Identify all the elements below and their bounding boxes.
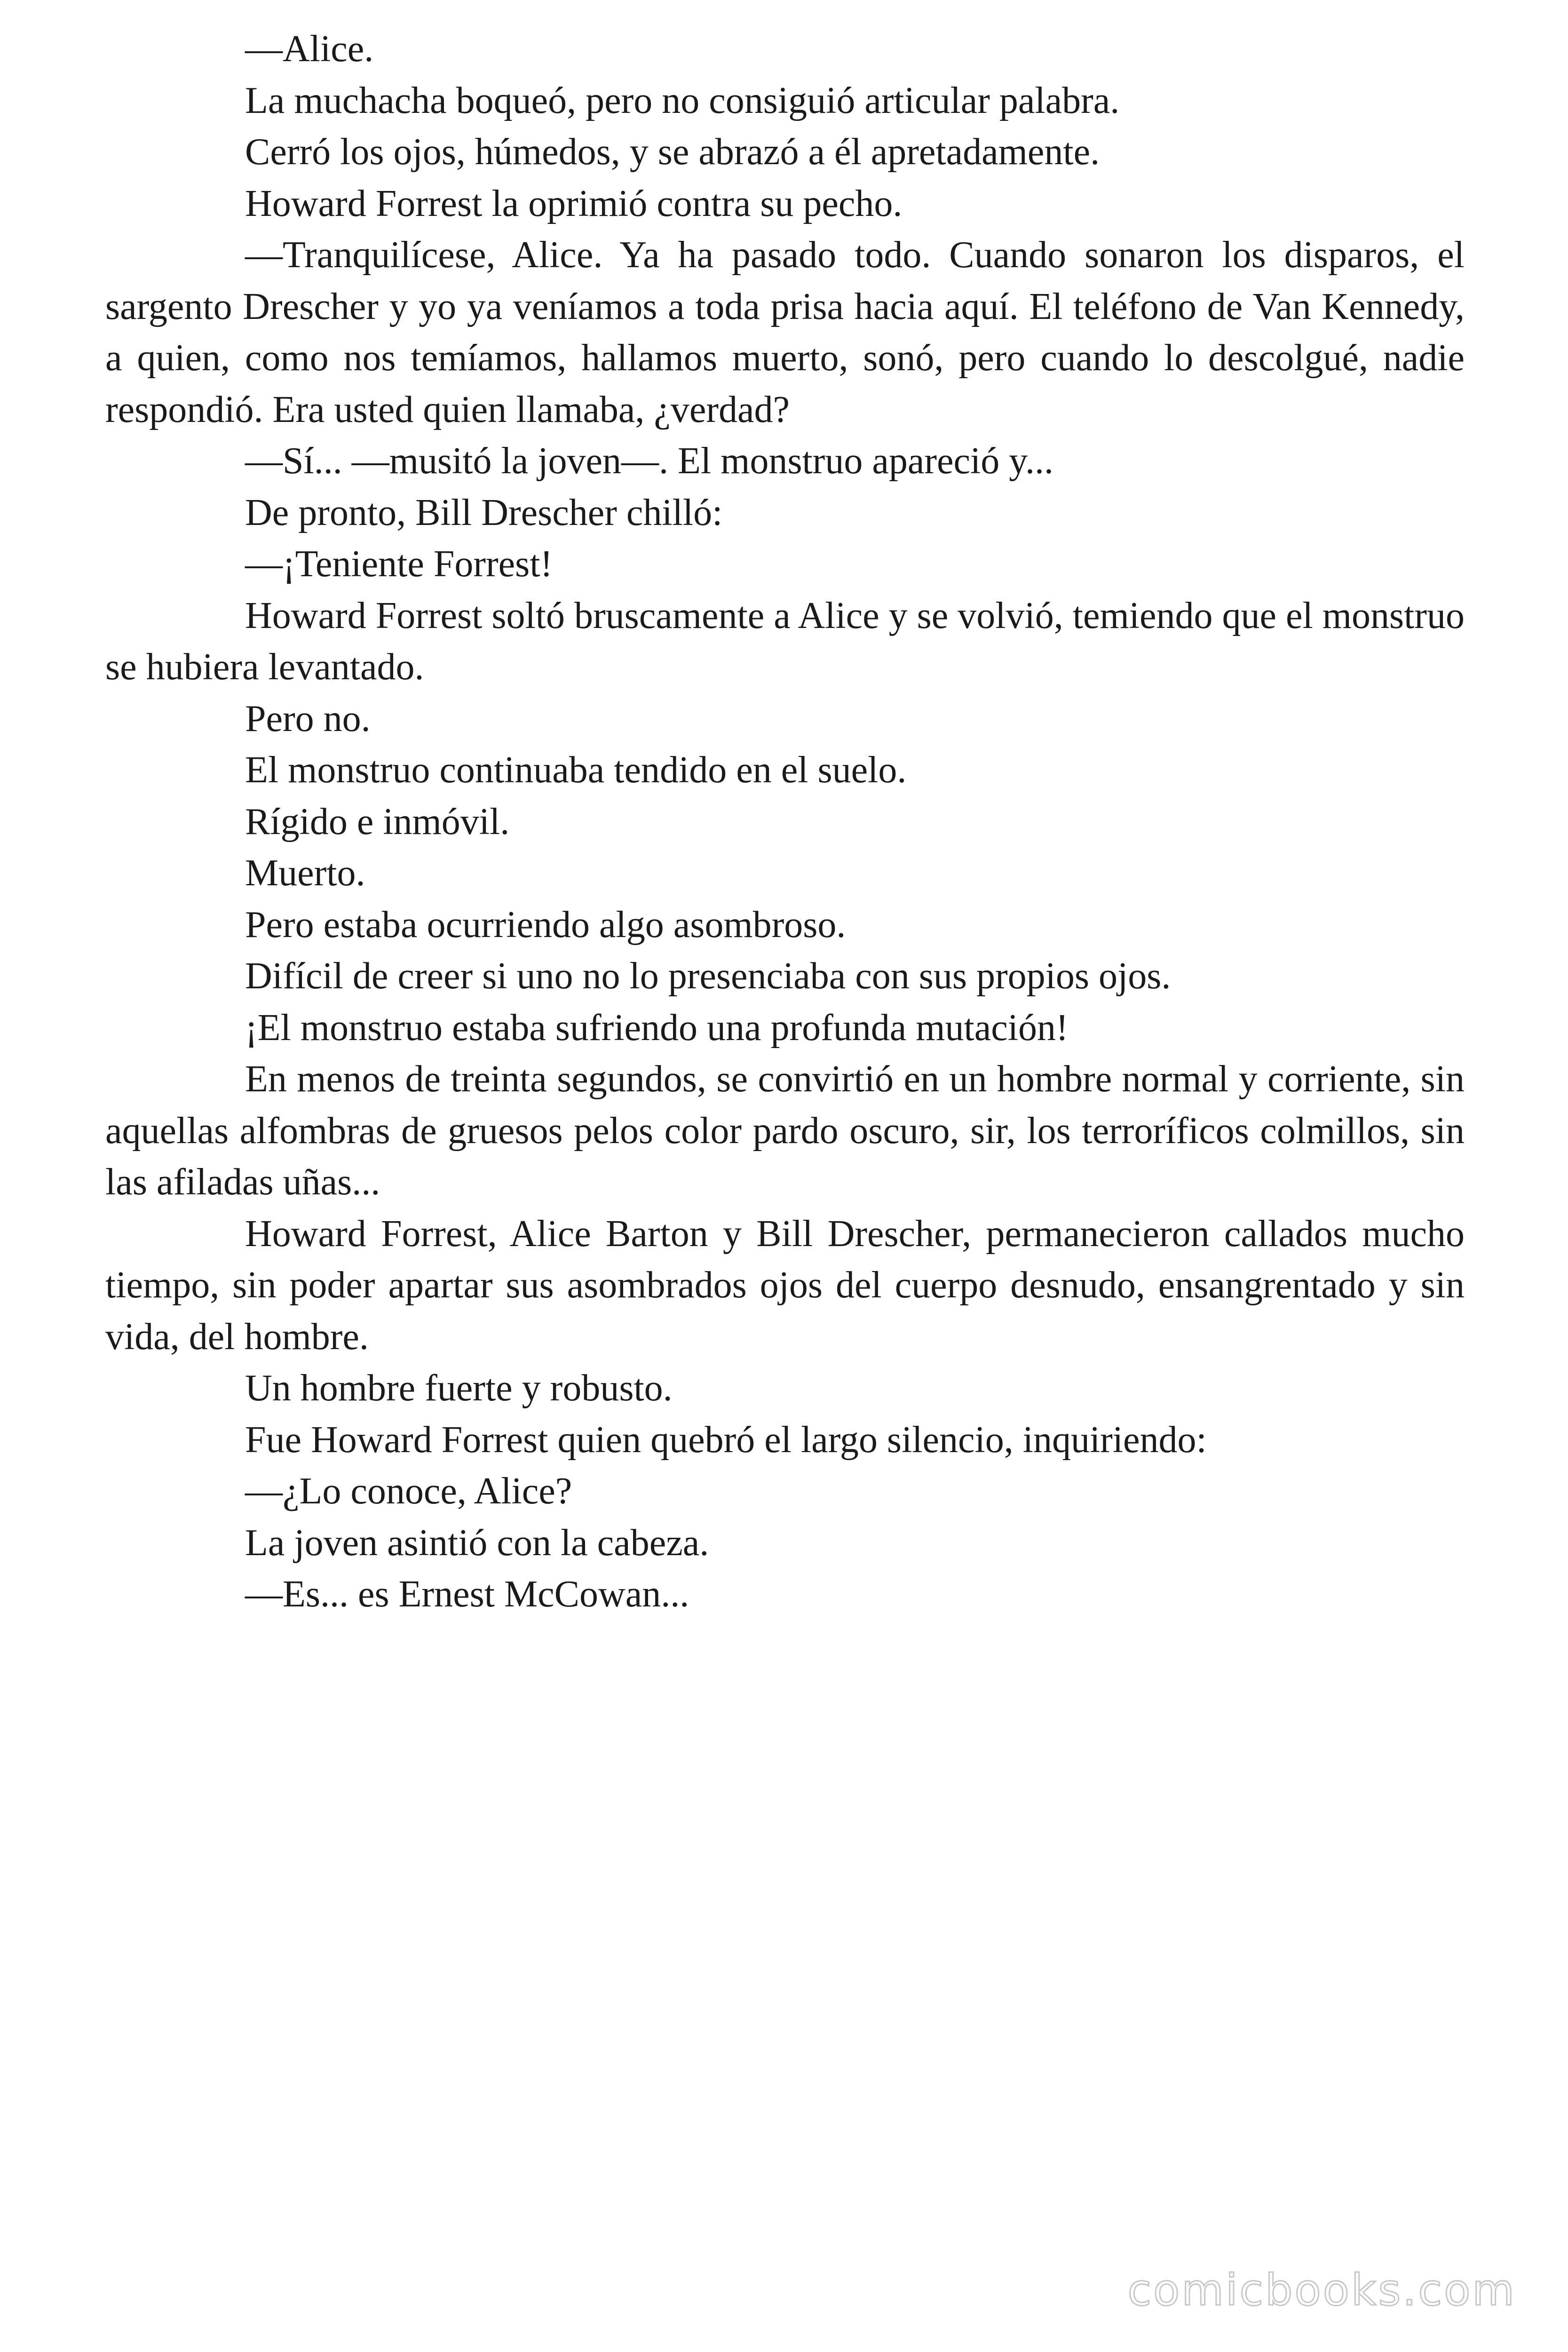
body-text xyxy=(105,24,1465,1621)
watermark: comicbooks.com xyxy=(1127,2265,1516,2315)
paragraph: Muerto. xyxy=(245,852,365,894)
paragraph: —Alice. xyxy=(245,28,374,70)
paragraph: Howard Forrest soltó bruscamente a Alice y se volvió, temiendo que el monstruo se hubiera levantado. xyxy=(105,595,1465,688)
paragraph: Howard Forrest, Alice Barton y Bill Drescher, permanecieron callados mucho tiempo, sin poder apartar sus asombrados ojos del cuerpo desnudo, ensangrentado y sin vida, del hombre. xyxy=(105,1213,1465,1358)
paragraph: Un hombre fuerte y robusto. xyxy=(245,1367,673,1409)
paragraph: —Tranquilícese, Alice. Ya ha pasado todo. Cuando sonaron los disparos, el sargento Drescher y yo ya veníamos a toda prisa hacia aquí. El teléfono de Van Kennedy, a quien, como nos temíamos, hallamos muerto, sonó, pero cuando lo descolgué, nadie respondió. Era usted quien llamaba, ¿verdad? xyxy=(105,234,1465,430)
paragraph: La joven asintió con la cabeza. xyxy=(245,1522,709,1564)
paragraph: La muchacha boqueó, pero no consiguió articular palabra. xyxy=(245,79,1120,121)
paragraph: —¿Lo conoce, Alice? xyxy=(245,1470,572,1512)
paragraph: Difícil de creer si uno no lo presenciaba con sus propios ojos. xyxy=(245,955,1171,997)
paragraph: Howard Forrest la oprimió contra su pecho. xyxy=(245,183,903,224)
paragraph: Pero estaba ocurriendo algo asombroso. xyxy=(245,904,846,946)
paragraph: ¡El monstruo estaba sufriendo una profunda mutación! xyxy=(245,1007,1069,1049)
paragraph: Cerró los ojos, húmedos, y se abrazó a él apretadamente. xyxy=(245,131,1100,173)
paragraph: En menos de treinta segundos, se convirtió en un hombre normal y corriente, sin aquellas alfombras de gruesos pelos color pardo oscuro, sir, los terroríficos colmillos, sin las afiladas uñas... xyxy=(105,1058,1465,1203)
paragraph: —¡Teniente Forrest! xyxy=(245,543,553,585)
paragraph: Pero no. xyxy=(245,698,371,739)
paragraph: El monstruo continuaba tendido en el suelo. xyxy=(245,749,907,791)
paragraph: —Sí... —musitó la joven—. El monstruo apareció y... xyxy=(245,440,1054,482)
paragraph: Rígido e inmóvil. xyxy=(245,801,510,842)
paragraph: De pronto, Bill Drescher chilló: xyxy=(245,492,723,533)
paragraph: —Es... es Ernest McCowan... xyxy=(245,1573,689,1615)
paragraph: Fue Howard Forrest quien quebró el largo silencio, inquiriendo: xyxy=(245,1419,1207,1461)
